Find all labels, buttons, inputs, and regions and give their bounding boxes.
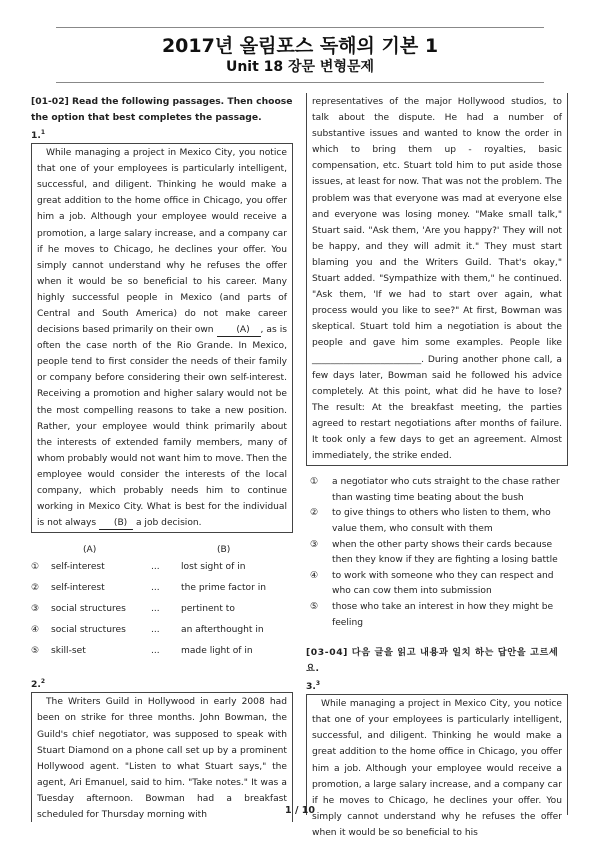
q2-footnote: 2 [40,678,46,686]
choice-item[interactable] [306,569,568,600]
passage-2-box-left [31,692,293,822]
right-column [306,93,568,838]
options-list [31,556,293,661]
choice-number: ③ [310,539,319,550]
option-number: ④ [31,624,40,635]
page-title: 2017년 올림포스 독해의 기본 1 [161,35,439,57]
option-row[interactable] [31,640,293,661]
choice-number: ② [310,508,319,519]
column-a-header: (A) [83,545,97,556]
option-row[interactable] [31,556,293,577]
choice-number: ⑤ [310,601,319,612]
blank-b: (B) [99,517,133,530]
passage-1-box [31,143,293,533]
option-dots: ... [151,561,160,572]
question-2-number [31,675,293,692]
blank-2: ________________________ [312,354,422,365]
option-dots: ... [151,603,160,614]
passage-2-right-part-b: . During another phone call, a few days later, Bowman said he followed his advice completely. At this point, what did he have to lose? The result: At the breakfast meeting, the parties agreed to restart negotiations after months of failure. It took only a few days to get an agreement. Almost immediately, the strike ended. [312,354,562,462]
passage-3-box [306,694,568,838]
choice-text: to give things to others who listen to them, who value them, who consult with them [332,508,551,534]
option-dots: ... [151,645,160,656]
passage-1-part-a: While managing a project in Mexico City, you notice that one of your employees is particularly intelligent, successful, and diligent. Thinking he would make a great addition to the home office in Chicago, you offer him a job. Although your employee would receive a promotion, a large salary increase, and a company car if he moves to Chicago, he declines your offer. You simply cannot understand why he refuses the offer when it would be so beneficial to his career. Many highly successful people in Mexico (and parts of Central and South America) do not make career decisions based primarily on their own [37,148,287,336]
option-row[interactable] [31,598,293,619]
q1-footnote: 1 [40,129,46,136]
option-dots: ... [151,582,160,593]
header-bottom-rule [56,82,544,83]
header-top-rule [56,27,544,28]
choice-text: to work with someone who they can respect and who can cow them into submission [332,570,554,597]
section1-instruction: [01-02] Read the following passages. Then choose the option that best completes the passage. [31,96,293,123]
passage-2-box-right [306,93,568,466]
options-header [31,542,293,556]
option-b: an afterthought in [181,624,264,635]
option-row[interactable] [31,619,293,640]
option-dots: ... [151,624,160,635]
choice-text: when the other party shows their cards because then they know if they are fighting a losing battle [332,539,558,566]
left-column [31,94,293,822]
option-number: ② [31,582,40,593]
page-number: 1 / 10 [285,805,315,816]
question-3-number [306,677,568,694]
section2-instruction: [03-04] 다음 글을 읽고 내용과 일치 하는 답안을 고르세요. [306,647,559,675]
option-b: pertinent to [181,603,235,614]
option-a: social structures [51,603,126,614]
choice-number: ④ [310,570,319,581]
option-number: ⑤ [31,645,40,656]
passage-1-part-c: a job decision. [133,518,202,529]
passage-3: While managing a project in Mexico City, you notice that one of your employees is particularly intelligent, successful, and diligent. Thinking he would make a great addition to the home office in Chicago, you offer him a job. Although your employee would receive a promotion, a large salary increase, and a company car if he moves to Chicago, he declines your offer. You simply cannot understand why he refuses the offer when it would be so beneficial to his [312,699,562,838]
option-b: made light of in [181,645,253,656]
choice-item[interactable] [306,506,568,537]
passage-2-left: The Writers Guild in Hollywood in early 2008 had been on strike for three months. John Bowman, the Guild's chief negotiator, was supposed to speak with Stuart Diamond on a phone call set up by a prominent Hollywood agent. "Listen to what Stuart says," the agent, Ari Emanuel, said to him. "Take notes." It was a Tuesday afternoon. Bowman had a breakfast scheduled for Thursday morning with [37,697,287,821]
passage-1-part-b: , as is often the case north of the Rio Grande. In Mexico, people tend to first consider the needs of their family or company before considering their own self-interest. Receiving a promotion and higher salary would not be the most compelling reasons to take a new position. Rather, your employee would think primarily about the interests of extended family members, many of whom probably would not want him to move. Then the employee would consider the interests of the local company, which probably needs him to continue working in Mexico City. What is best for the individual is not always [37,325,288,529]
passage-2-right-part-a: representatives of the major Hollywood studios, to talk about the dispute. He had a number of substantive issues and wanted to know the order in which to bring them up - royalties, basic compensation, etc. Stuart told him to put aside those issues, at least for now. That was not the problem. The problem was that everyone was mad at everyone else and everyone was losing money. "Make small talk," Stuart said. "Ask them, 'Are you happy?' They will not be happy, and they will admit it." They must start blaming you and the Writers Guild. That's okay," Stuart added. "Sympathize with them," he continued. "Ask them, 'If we had to start over again, what process would you like to see?" At first, Bowman was skeptical. Stuart told him a negotiation is about the people and gave him some examples. People like [312,97,562,349]
passage-1 [37,145,287,531]
q2-label: 2. [31,679,41,691]
option-a: self-interest [51,582,105,593]
passage-2-right [312,94,562,464]
page-subtitle: Unit 18 장문 변형문제 [225,59,375,75]
q3-footnote: 3 [315,680,321,688]
option-number: ① [31,561,40,572]
option-b: lost sight of in [181,561,246,572]
q3-label: 3. [306,681,316,693]
choice-text: a negotiator who cuts straight to the chase rather than wasting time beating about the bush [332,477,560,503]
q1-label: 1. [31,130,41,142]
option-a: social structures [51,624,126,635]
choice-item[interactable] [306,538,568,569]
choices-list [306,475,568,631]
option-row[interactable] [31,577,293,598]
option-a: self-interest [51,561,105,572]
blank-a: (A) [217,324,261,337]
option-number: ③ [31,603,40,614]
choice-number: ① [310,477,319,488]
column-b-header: (B) [217,545,231,556]
option-a: skill-set [51,645,86,656]
option-b: the prime factor in [181,582,267,593]
choice-item[interactable] [306,475,568,506]
question-1-number [31,126,293,143]
choice-item[interactable] [306,600,568,631]
choice-text: those who take an interest in how they might be feeling [332,601,554,628]
